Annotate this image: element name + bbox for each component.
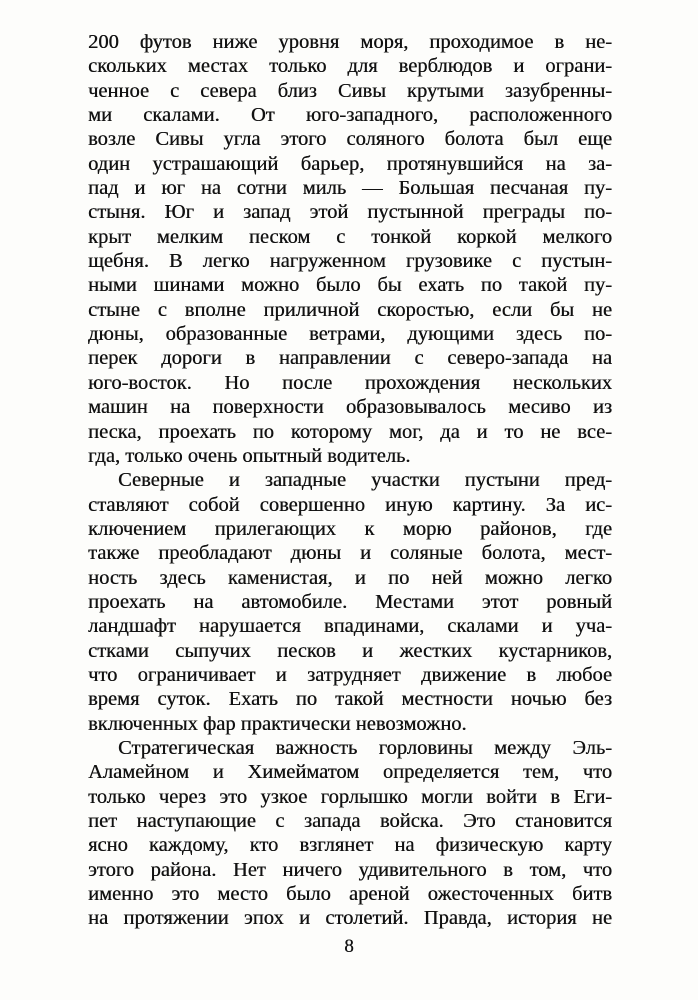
text-line: пет наступающие с запада войска. Это становится bbox=[88, 810, 612, 832]
text-line: только через это узкое горлышко могли войти в Еги- bbox=[88, 785, 612, 808]
text-line: возле Сивы угла этого соляного болота был еще bbox=[88, 128, 612, 151]
text-line: Стратегическая важность горловины между Эль- bbox=[118, 736, 612, 759]
text-line: Северные и западные участки пустыни пред- bbox=[118, 469, 612, 492]
text-line: юго-восток. Но после прохождения нескольких bbox=[88, 371, 612, 394]
text-line: ми скалами. От юго-западного, расположенного bbox=[88, 104, 612, 127]
text-line: ландшафт нарушается впадинами, скалами и уча- bbox=[88, 615, 612, 638]
text-line: крыт мелким песком с тонкой коркой мелкого bbox=[88, 225, 612, 248]
text-line: 200 футов ниже уровня моря, проходимое в не- bbox=[88, 31, 612, 53]
text-line: стыня. Юг и запад этой пустынной преграды по- bbox=[88, 201, 612, 224]
text-line: щебня. В легко нагруженном грузовике с пустын- bbox=[88, 250, 612, 273]
text-line: на протяжении эпох и столетий. Правда, история не bbox=[88, 907, 612, 930]
text-line: ясно каждому, кто взглянет на физическую карту bbox=[88, 834, 612, 857]
text-line: ставляют собой совершенно иную картину. За ис- bbox=[88, 493, 612, 516]
text-line: перек дороги в направлении с северо-запада на bbox=[88, 347, 612, 370]
text-line: включенных фар практически невозможно. bbox=[88, 712, 467, 735]
text-line: этого района. Нет ничего удивительного в том, что bbox=[88, 858, 612, 881]
text-line: ключением прилегающих к морю районов, где bbox=[88, 517, 612, 540]
text-line: ченное с севера близ Сивы крутыми зазубренны- bbox=[88, 79, 612, 102]
text-line: ными шинами можно было бы ехать по такой пу- bbox=[88, 274, 612, 297]
page-number: 8 bbox=[344, 936, 354, 957]
text-line: Аламейном и Химейматом определяется тем, что bbox=[88, 761, 612, 784]
text-line: один устрашающий барьер, протянувшийся на за- bbox=[88, 152, 612, 175]
text-line: именно это место было ареной ожесточенных битв bbox=[88, 883, 612, 906]
text-line: время суток. Ехать по такой местности ночью без bbox=[88, 688, 612, 711]
text-line: стыне с вполне приличной скоростью, если бы не bbox=[88, 298, 612, 321]
text-line: гда, только очень опытный водитель. bbox=[88, 444, 411, 467]
text-line: машин на поверхности образовывалось месиво из bbox=[88, 396, 612, 419]
text-line: также преобладают дюны и соляные болота, мест- bbox=[88, 542, 612, 565]
text-line: стками сыпучих песков и жестких кустарников, bbox=[88, 639, 612, 662]
body-text bbox=[88, 30, 612, 931]
text-line: что ограничивает и затрудняет движение в любое bbox=[88, 663, 612, 686]
text-line: скольких местах только для верблюдов и ограни- bbox=[88, 55, 612, 78]
text-line: пад и юг на сотни миль — Большая песчаная пу- bbox=[88, 177, 612, 200]
text-line: дюны, образованные ветрами, дующими здесь по- bbox=[88, 323, 612, 346]
text-line: проехать на автомобиле. Местами этот ровный bbox=[88, 590, 612, 613]
text-line: песка, проехать по которому мог, да и то не все- bbox=[88, 420, 612, 443]
text-line: ность здесь каменистая, и по ней можно легко bbox=[88, 566, 612, 589]
